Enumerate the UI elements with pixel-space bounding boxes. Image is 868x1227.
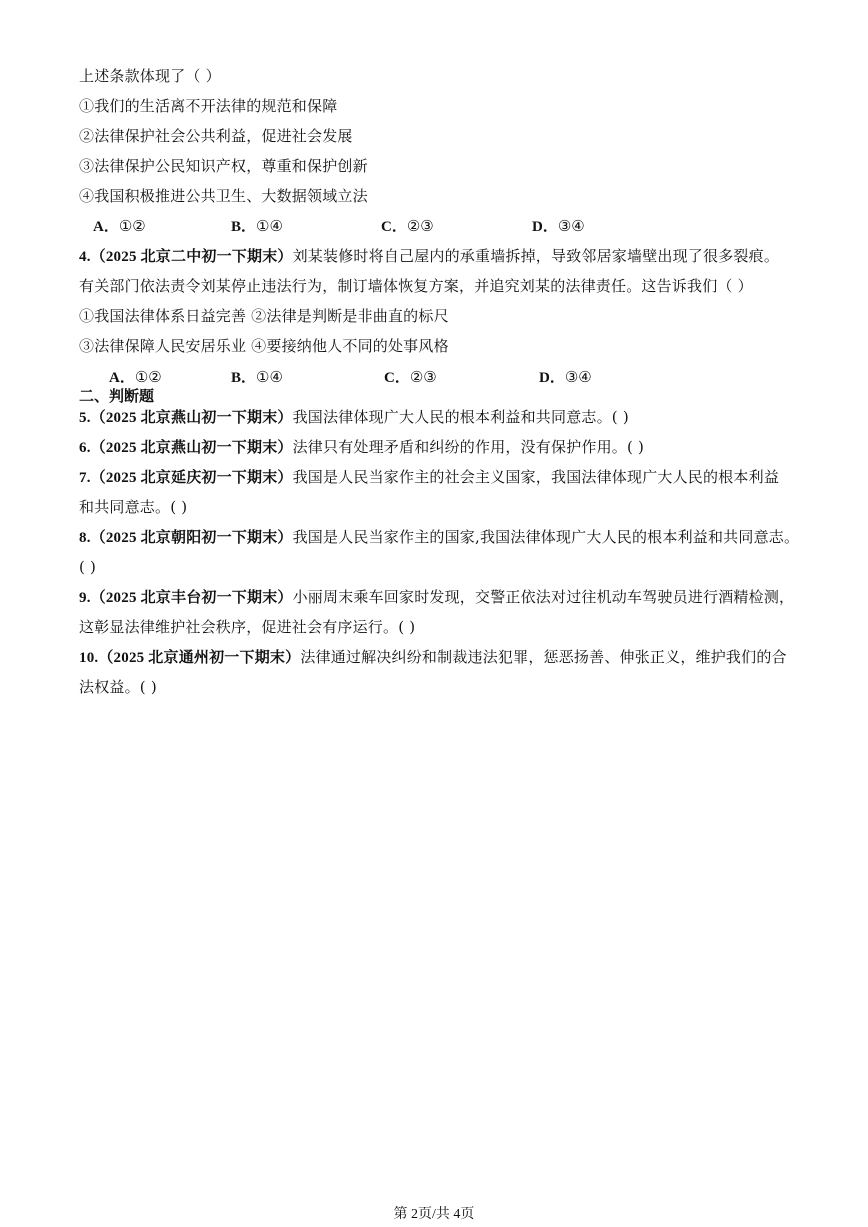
question-8-line-2: ( ) [79, 558, 97, 576]
option-line-1: ①我们的生活离不开法律的规范和保障 [79, 97, 338, 115]
choice-c: C．②③ [384, 368, 437, 386]
question-10: 10.（2025 北京通州初一下期末）法律通过解决纠纷和制裁违法犯罪，惩恶扬善、伸张正义，维护我们的合 [79, 648, 787, 666]
choice-d: D．③④ [539, 368, 592, 386]
choice-d: D．③④ [532, 217, 585, 235]
choice-b: B．①④ [231, 217, 283, 235]
choice-c: C．②③ [381, 217, 434, 235]
question-10-line-2: 法权益。( ) [79, 678, 157, 696]
page-footer: 第 2页/共 4页 [393, 1207, 475, 1222]
option-line-4: ④我国积极推进公共卫生、大数据领域立法 [79, 187, 368, 205]
question-4: 4.（2025 北京二中初一下期末）刘某装修时将自己屋内的承重墙拆掉，导致邻居家墙壁出现了很多裂痕。 [79, 247, 780, 265]
option-line-2: ②法律保护社会公共利益，促进社会发展 [79, 127, 353, 145]
question-4-options-1: ①我国法律体系日益完善 ②法律是判断是非曲直的标尺 [79, 307, 449, 325]
choice-a: A．①② [109, 368, 162, 386]
question-number: 4 [79, 249, 87, 265]
choice-b: B．①④ [231, 368, 283, 386]
choice-a: A．①② [93, 217, 146, 235]
question-5: 5.（2025 北京燕山初一下期末）我国法律体现广大人民的根本利益和共同意志。( ) [79, 408, 629, 426]
question-4-options-2: ③法律保障人民安居乐业 ④要接纳他人不同的处事风格 [79, 337, 449, 355]
question-9-line-2: 这彰显法律维护社会秩序，促进社会有序运行。( ) [79, 618, 416, 636]
question-4-line-2: 有关部门依法责令刘某停止违法行为，制订墙体恢复方案，并追究刘某的法律责任。这告诉我们（ ） [79, 277, 753, 295]
question-9: 9.（2025 北京丰台初一下期末）小丽周末乘车回家时发现，交警正依法对过往机动车驾驶员进行酒精检测， [79, 588, 795, 606]
question-8: 8.（2025 北京朝阳初一下期末）我国是人民当家作主的国家,我国法律体现广大人民的根本利益和共同意志。 [79, 528, 800, 546]
question-7-line-2: 和共同意志。( ) [79, 498, 188, 516]
answer-choices-q4 [79, 367, 779, 387]
section-title: 二、判断题 [79, 387, 155, 405]
answer-choices [79, 216, 779, 236]
question-7: 7.（2025 北京延庆初一下期末）我国是人民当家作主的社会主义国家，我国法律体现广大人民的根本利益 [79, 468, 780, 486]
question-source: （2025 北京二中初一下期末） [90, 249, 293, 265]
option-line-3: ③法律保护公民知识产权，尊重和保护创新 [79, 157, 368, 175]
question-stem: 上述条款体现了（ ） [79, 67, 221, 85]
question-6: 6.（2025 北京燕山初一下期末）法律只有处理矛盾和纠纷的作用，没有保护作用。( ) [79, 438, 645, 456]
